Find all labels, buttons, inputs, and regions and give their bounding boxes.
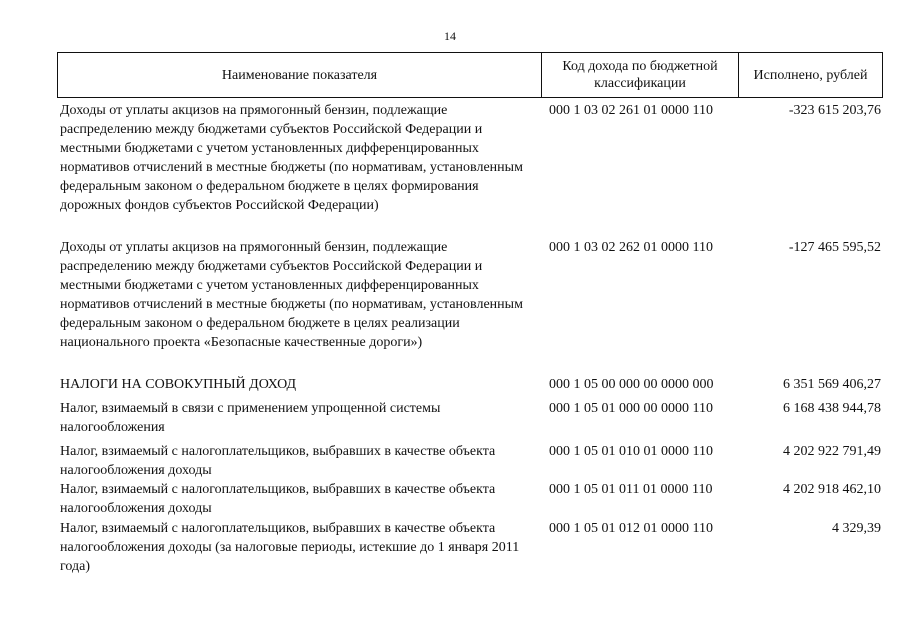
table-row <box>60 442 883 480</box>
table-row <box>60 238 883 352</box>
row-name: Налог, взимаемый с налогоплательщиков, выбравших в качестве объекта налогообложения доходы (за налоговые периоды, истекшие до 1 января 2011 года) <box>60 521 520 574</box>
table-row <box>60 101 883 215</box>
header-amount: Исполнено, рублей <box>753 67 868 83</box>
header-code: Код дохода по бюджетной классификации <box>542 53 739 97</box>
row-amount: 4 202 922 791,49 <box>783 444 881 459</box>
row-code: 000 1 05 01 012 01 0000 110 <box>549 521 713 536</box>
row-name: Доходы от уплаты акцизов на прямогонный бензин, подлежащие распределению между бюджетами субъектов Российской Федерации и местными бюджетами с учетом установленных дифференцированных нормативов отчислений в местные бюджеты (по нормативам, установленным федеральным законом о федеральном бюджете в целях реализации национального проекта «Безопасные качественные дороги») <box>60 240 523 350</box>
row-name: Налог, взимаемый в связи с применением упрощенной системы налогообложения <box>60 401 441 435</box>
row-amount: 6 168 438 944,78 <box>783 401 881 416</box>
row-code: 000 1 05 01 010 01 0000 110 <box>549 444 713 459</box>
row-amount: 4 202 918 462,10 <box>783 482 881 497</box>
table-row <box>60 480 883 518</box>
row-name: Доходы от уплаты акцизов на прямогонный бензин, подлежащие распределению между бюджетами субъектов Российской Федерации и местными бюджетами с учетом установленных дифференцированных нормативов отчислений в местные бюджеты (по нормативам, установленным федеральным законом о федеральном бюджете в целях формирования дорожных фондов субъектов Российской Федерации) <box>60 103 523 213</box>
row-name: Налог, взимаемый с налогоплательщиков, выбравших в качестве объекта налогообложения доходы <box>60 444 496 478</box>
row-code: 000 1 03 02 261 01 0000 110 <box>549 103 713 118</box>
row-code: 000 1 05 01 011 01 0000 110 <box>549 482 713 497</box>
row-amount: -127 465 595,52 <box>788 240 881 255</box>
table-row <box>60 375 883 394</box>
page-number: 14 <box>444 29 456 43</box>
table-header <box>57 52 883 98</box>
row-name: НАЛОГИ НА СОВОКУПНЫЙ ДОХОД <box>60 377 297 392</box>
row-amount: -323 615 203,76 <box>788 103 881 118</box>
row-name: Налог, взимаемый с налогоплательщиков, выбравших в качестве объекта налогообложения доходы <box>60 482 496 516</box>
row-amount: 6 351 569 406,27 <box>783 377 881 392</box>
row-amount: 4 329,39 <box>832 521 881 536</box>
row-code: 000 1 03 02 262 01 0000 110 <box>549 240 713 255</box>
table-row <box>60 519 883 576</box>
table-row <box>60 399 883 437</box>
row-code: 000 1 05 01 000 00 0000 110 <box>549 401 713 416</box>
row-code: 000 1 05 00 000 00 0000 000 <box>549 377 714 392</box>
header-name: Наименование показателя <box>58 53 542 97</box>
